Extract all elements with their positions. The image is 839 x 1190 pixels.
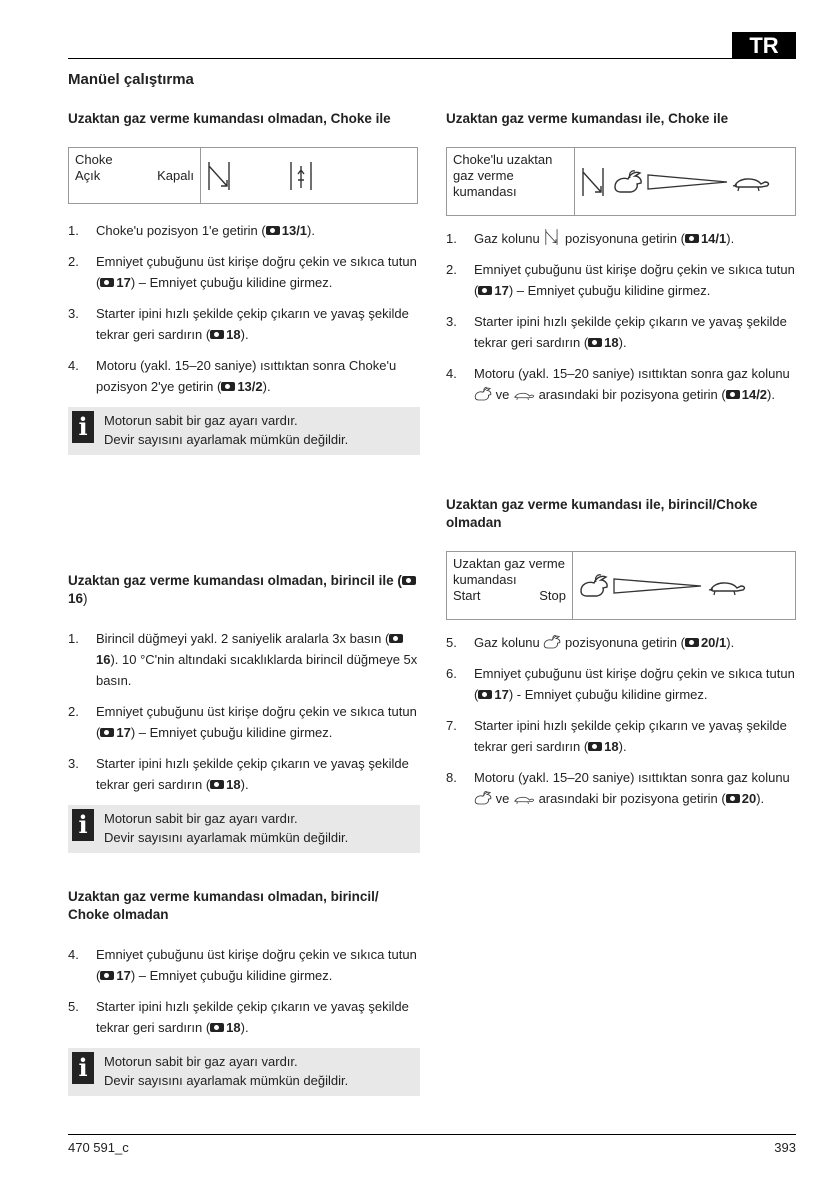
step-list [68,628,420,795]
list-item: 4. Emniyet çubuğunu üst kirişe doğru çekin ve sıkıca tutun ( 17) – Emniyet çubuğu kilidine girmez. [68,947,417,983]
page-title: Manüel çalıştırma [68,71,194,88]
list-item: 2. Emniyet çubuğunu üst kirişe doğru çekin ve sıkıca tutun ( 17) – Emniyet çubuğu kilidine girmez. [68,704,417,740]
list-item: 1. Gaz kolunu pozisyonuna getirin ( 14/1). [446,228,798,249]
footer-doc-id: 470 591_c [68,1140,129,1155]
start-label: Start [453,588,481,603]
rabbit-icon [474,386,492,402]
camera-icon [221,382,235,391]
camera-icon [588,742,602,751]
choke-closed-label: Kapalı [157,168,194,183]
choke-icon [543,228,561,246]
turtle-icon [513,792,535,806]
turtle-icon [707,574,747,598]
info-note: i Motorun sabit bir gaz ayarı vardır. Devir sayısını ayarlamak mümkün değildir. [68,1048,420,1096]
camera-icon [266,226,280,235]
camera-icon [210,780,224,789]
info-note: i Motorun sabit bir gaz ayarı vardır. Devir sayısını ayarlamak mümkün değildir. [68,407,420,455]
section-heading: Uzaktan gaz verme kumandası olmadan, birincil/ Choke olmadan [68,889,379,922]
stop-label: Stop [539,588,566,603]
section-heading: Uzaktan gaz verme kumandası olmadan, Choke ile [68,111,391,126]
section-heading: Uzaktan gaz verme kumandası ile, birincil/Choke olmadan [446,497,758,530]
camera-icon [478,286,492,295]
camera-icon [100,278,114,287]
list-item: 4. Motoru (yakl. 15–20 saniye) ısıttıktan sonra Choke'u pozisyon 2'ye getirin ( 13/2). [68,358,397,394]
right-section-choke [446,110,798,415]
footer-page-number: 393 [774,1140,796,1155]
info-icon: i [72,1052,94,1084]
camera-icon [389,634,403,643]
list-item: 5. Gaz kolunu pozisyonuna getirin ( 20/1). [446,635,735,650]
remote-throttle-label: Uzaktan gaz verme kumandası Start Stop [447,552,573,619]
info-icon: i [72,411,94,443]
remote-choke-label: Choke'lu uzaktan gaz verme kumandası [447,148,575,215]
camera-icon [100,971,114,980]
throttle-symbols [575,148,795,215]
rabbit-icon [474,790,492,806]
choke-open-icon [207,160,233,192]
step-list [446,228,798,405]
list-item: 2. Emniyet çubuğunu üst kirişe doğru çekin ve sıkıca tutun ( 17) – Emniyet çubuğu kilidine girmez. [446,262,795,298]
choke-symbols [201,148,417,203]
rabbit-icon [613,169,643,195]
left-section-no-primer [68,888,420,1096]
remote-throttle-table [446,551,796,620]
speed-wedge-icon [647,172,729,192]
list-item: 7. Starter ipini hızlı şekilde çekip çıkarın ve yavaş şekilde tekrar geri sardırın ( 18). [446,718,787,754]
list-item: 3. Starter ipini hızlı şekilde çekip çıkarın ve yavaş şekilde tekrar geri sardırın ( 18). [446,314,787,350]
camera-icon [726,794,740,803]
turtle-icon [731,170,771,194]
section-heading: Uzaktan gaz verme kumandası olmadan, birincil ile (16) [68,572,420,608]
language-badge: TR [732,32,796,59]
list-item: 4. Motoru (yakl. 15–20 saniye) ısıttıktan sonra gaz kolunu ve arasındaki bir pozisyona getirin ( 14/2). [446,366,790,402]
section-heading: Uzaktan gaz verme kumandası ile, Choke ile [446,111,729,126]
list-item: 1. Choke'u pozisyon 1'e getirin ( 13/1). [68,223,315,238]
camera-icon [478,690,492,699]
camera-icon [726,390,740,399]
throttle-symbols [573,552,795,619]
left-section-choke [68,110,420,455]
camera-icon [100,728,114,737]
speed-wedge-icon [613,576,703,596]
right-section-no-choke [446,496,798,819]
list-item: 5. Starter ipini hızlı şekilde çekip çıkarın ve yavaş şekilde tekrar geri sardırın ( 18). [68,999,409,1035]
footer-rule [68,1134,796,1135]
turtle-icon [513,388,535,402]
remote-choke-table [446,147,796,216]
camera-icon [402,576,416,585]
choke-table-label: Choke Açık Kapalı [69,148,201,203]
list-item: 3. Starter ipini hızlı şekilde çekip çıkarın ve yavaş şekilde tekrar geri sardırın ( 18). [68,756,409,792]
list-item: 2. Emniyet çubuğunu üst kirişe doğru çekin ve sıkıca tutun ( 17) – Emniyet çubuğu kilidine girmez. [68,254,417,290]
choke-table [68,147,418,204]
choke-open-label: Açık [75,168,101,183]
step-list [446,632,798,809]
list-item: 3. Starter ipini hızlı şekilde çekip çıkarın ve yavaş şekilde tekrar geri sardırın ( 18). [68,306,409,342]
rabbit-icon [543,634,561,650]
camera-icon [210,330,224,339]
choke-closed-icon [289,160,315,192]
list-item: 8. Motoru (yakl. 15–20 saniye) ısıttıktan sonra gaz kolunu ve arasındaki bir pozisyona getirin ( 20). [446,770,790,806]
header-rule [68,58,732,59]
camera-icon [588,338,602,347]
camera-icon [210,1023,224,1032]
info-icon: i [72,809,94,841]
list-item: 6. Emniyet çubuğunu üst kirişe doğru çekin ve sıkıca tutun ( 17) - Emniyet çubuğu kilidine girmez. [446,666,795,702]
left-section-primer [68,572,420,853]
list-item: 1. Birincil düğmeyi yakl. 2 saniyelik aralarla 3x basın (16). 10 °C'nin altındaki sıcaklıklarda birincil düğmeye 5x basın. [68,631,418,688]
choke-icon [581,166,607,198]
camera-icon [685,234,699,243]
step-list [68,944,420,1038]
camera-icon [685,638,699,647]
step-list [68,220,420,397]
rabbit-icon [579,573,609,599]
info-note: i Motorun sabit bir gaz ayarı vardır. Devir sayısını ayarlamak mümkün değildir. [68,805,420,853]
